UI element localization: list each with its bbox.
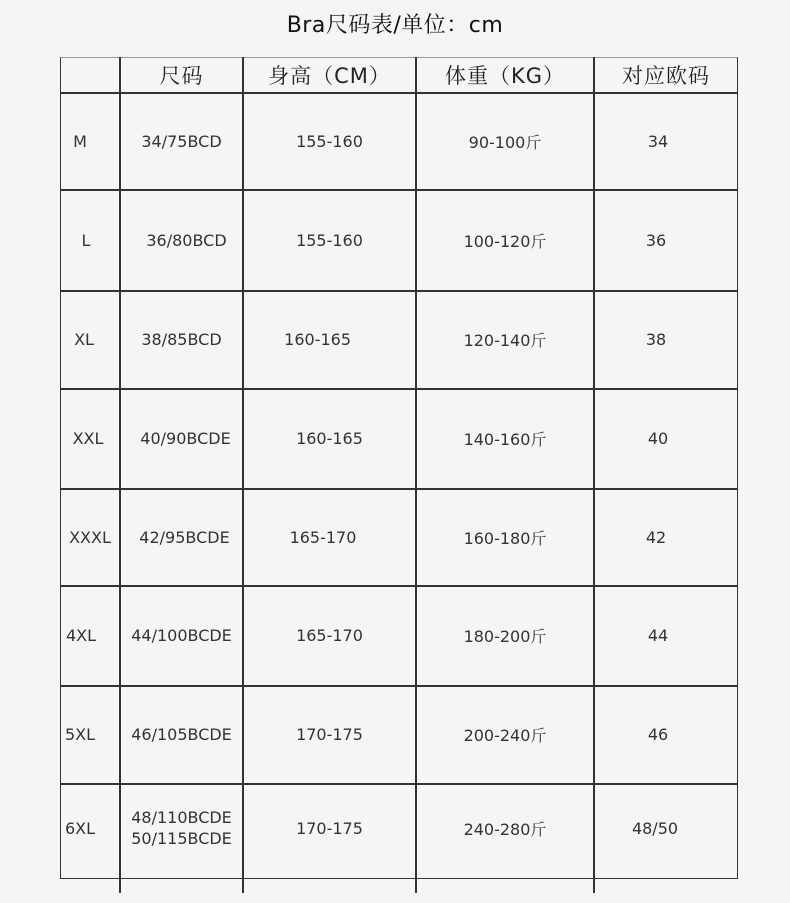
cell-eu-size: 42 bbox=[645, 527, 667, 547]
cell-weight: 240-280斤 bbox=[463, 819, 547, 839]
cell-eu-size: 40 bbox=[647, 429, 669, 448]
cell-eu-size: 48/50 bbox=[631, 818, 679, 838]
cell-size-code: 38/85BCD bbox=[141, 330, 222, 349]
cell-size-label: XL bbox=[74, 330, 94, 349]
cell-height: 170-175 bbox=[296, 725, 363, 744]
size-code-line-1: 48/110BCDE bbox=[131, 808, 232, 827]
cell-height: 165-170 bbox=[289, 527, 357, 547]
cell-size-label: XXXL bbox=[69, 527, 111, 547]
cell-size-label: 6XL bbox=[64, 818, 96, 838]
cell-size-code: 36/80BCD bbox=[146, 230, 227, 250]
cell-size-label: 4XL bbox=[65, 626, 97, 645]
cell-eu-size: 38 bbox=[645, 330, 667, 349]
cell-height: 160-165 bbox=[284, 330, 351, 349]
size-code-line-2: 50/115BCDE bbox=[131, 829, 232, 848]
cell-height: 155-160 bbox=[296, 131, 363, 151]
cell-size-code: 42/95BCDE bbox=[139, 527, 230, 547]
cell-size-label: L bbox=[81, 230, 91, 250]
cell-weight: 100-120斤 bbox=[463, 231, 547, 251]
cell-weight: 140-160斤 bbox=[463, 430, 547, 449]
cell-size-label: XXL bbox=[72, 429, 104, 448]
cell-size-code: 40/90BCDE bbox=[140, 429, 231, 448]
cell-weight: 120-140斤 bbox=[463, 331, 547, 350]
cell-eu-size: 36 bbox=[645, 230, 667, 250]
header-cell-height: 身高（CM） bbox=[268, 63, 391, 88]
cell-height: 160-165 bbox=[296, 429, 363, 448]
cell-size-code: 46/105BCDE bbox=[131, 725, 232, 744]
cell-weight: 90-100斤 bbox=[468, 132, 542, 152]
page-title: Bra尺码表/单位：cm bbox=[286, 13, 504, 38]
cell-weight: 180-200斤 bbox=[463, 627, 547, 646]
header-cell-eu-size: 对应欧码 bbox=[622, 63, 710, 88]
cell-size-code: 44/100BCDE bbox=[131, 626, 232, 645]
header-cell-blank bbox=[60, 57, 120, 92]
cell-eu-size: 46 bbox=[647, 725, 669, 744]
cell-height: 165-170 bbox=[296, 626, 363, 645]
cell-size-code: 34/75BCD bbox=[141, 131, 222, 151]
cell-height: 170-175 bbox=[296, 818, 363, 838]
cell-height: 155-160 bbox=[296, 230, 363, 250]
cell-size-label: 5XL bbox=[64, 725, 96, 744]
header-cell-size-code: 尺码 bbox=[159, 63, 204, 88]
cell-eu-size: 44 bbox=[647, 626, 669, 645]
header-cell-weight: 体重（KG） bbox=[444, 63, 566, 88]
cell-size-label: M bbox=[73, 131, 87, 151]
cell-eu-size: 34 bbox=[647, 131, 669, 151]
cell-weight: 200-240斤 bbox=[463, 726, 547, 745]
cell-weight: 160-180斤 bbox=[463, 528, 547, 548]
cell-size-code bbox=[120, 784, 243, 872]
